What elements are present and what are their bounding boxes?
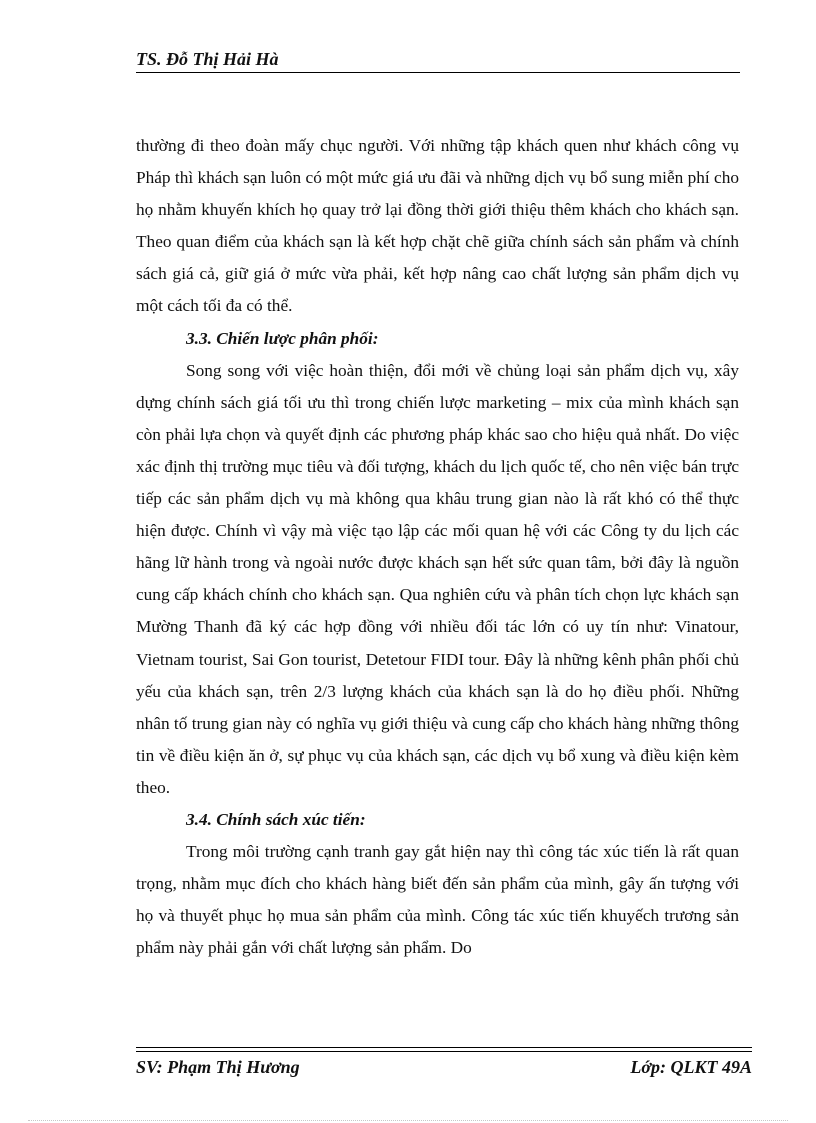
page-footer	[136, 1047, 752, 1078]
page-header	[136, 48, 740, 73]
header-rule	[136, 72, 740, 73]
paragraph-2: Song song với việc hoàn thiện, đổi mới về chủng loại sản phẩm dịch vụ, xây dựng chính sách giá tối ưu thì trong chiến lược marketing – mix của mình khách sạn còn phải lựa chọn và quyết định các phương pháp khác sao cho hiệu quả nhất. Do việc xác định thị trường mục tiêu và đối tượng, khách du lịch quốc tế, cho nên việc bán trực tiếp các sản phẩm dịch vụ mà không qua khâu trung gian nào là rất khó có thể thực hiện được. Chính vì vậy mà việc tạo lập các mối quan hệ với các Công ty du lịch các hãng lữ hành trong và ngoài nước được khách sạn hết sức quan tâm, bởi đây là nguồn cung cấp khách chính cho khách sạn. Qua nghiên cứu và phân tích chọn lực khách sạn Mường Thanh đã ký các hợp đồng với nhiều đối tác lớn có uy tín như: Vinatour, Vietnam tourist, Sai Gon tourist, Detetour FIDI tour. Đây là những kênh phân phối chủ yếu của khách sạn, trên 2/3 lượng khách của khách sạn là do họ điều phối. Những nhân tố trung gian này có nghĩa vụ giới thiệu và cung cấp cho khách hàng những thông tin về điều kiện ăn ở, sự phục vụ của khách sạn, các dịch vụ bổ xung và điều kiện kèm theo.	[136, 360, 739, 797]
footer-class: Lớp: QLKT 49A	[630, 1057, 752, 1077]
footer-student: SV: Phạm Thị Hương	[136, 1057, 300, 1077]
section-heading-3-4: 3.4. Chính sách xúc tiến:	[186, 809, 366, 829]
section-heading-3-3: 3.3. Chiến lược phân phối:	[186, 328, 379, 348]
page-edge-divider	[28, 1120, 788, 1121]
footer-rule	[136, 1047, 752, 1052]
paragraph-3: Trong môi trường cạnh tranh gay gắt hiện nay thì công tác xúc tiến là rất quan trọng, nhằm mục đích cho khách hàng biết đến sản phẩm của mình, gây ấn tượng với họ và thuyết phục họ mua sản phẩm của mình. Công tác xúc tiến khuyếch trương sản phẩm này phải gắn với chất lượng sản phẩm. Do	[136, 842, 739, 958]
footer-row	[136, 1056, 752, 1078]
header-author: TS. Đỗ Thị Hải Hà	[136, 49, 279, 69]
document-body	[136, 130, 739, 964]
paragraph-1: thường đi theo đoàn mấy chục người. Với những tập khách quen như khách công vụ Pháp thì khách sạn luôn có một mức giá ưu đãi và những dịch vụ bổ sung miễn phí cho họ nhằm khuyến khích họ quay trở lại đồng thời giới thiệu thêm khách cho khách sạn. Theo quan điểm của khách sạn là kết hợp chặt chẽ giữa chính sách sản phẩm và chính sách giá cả, giữ giá ở mức vừa phải, kết hợp nâng cao chất lượng sản phẩm dịch vụ một cách tối đa có thể.	[136, 136, 739, 316]
